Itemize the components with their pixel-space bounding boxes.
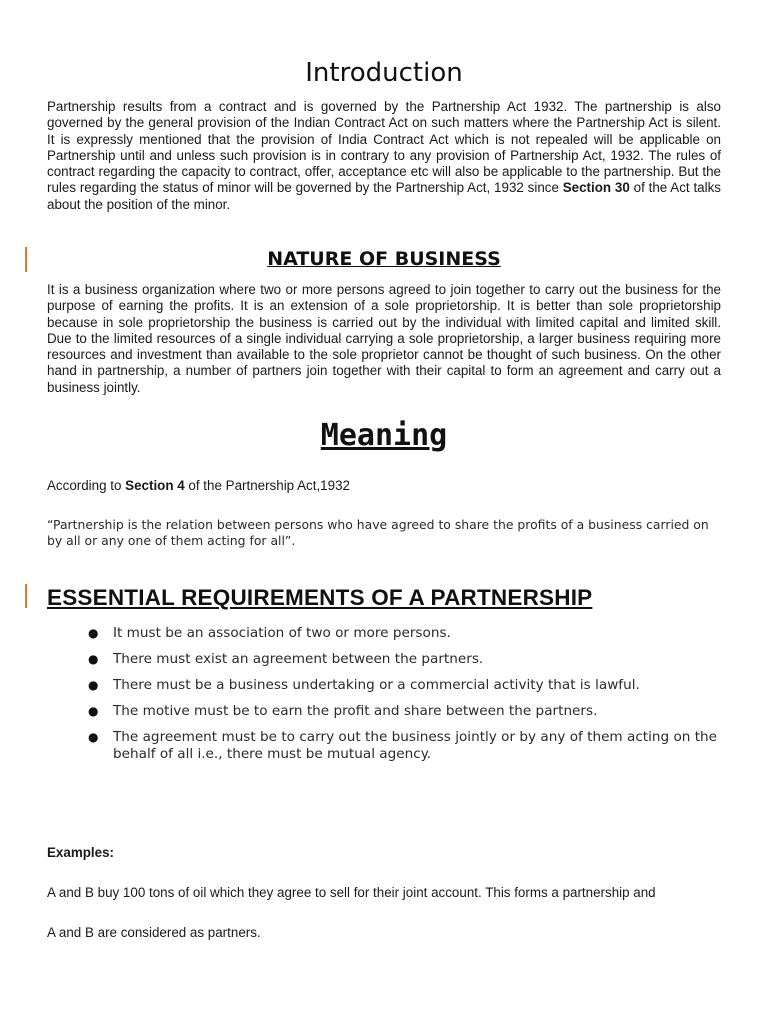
list-item-text: The agreement must be to carry out the business jointly or by any of them acting on the behalf of all i.e., there must be mutual agency. [113,729,718,762]
according-to-line [47,478,721,494]
list-item-text: It must be an association of two or more persons. [113,625,451,641]
list-item [88,625,728,642]
list-item-text: There must be a business undertaking or a commercial activity that is lawful. [113,677,640,693]
example-line-1: A and B buy 100 tons of oil which they agree to sell for their joint account. This forms a partnership and [47,885,656,900]
introduction-text-end: of the Act talks about the position of the minor. [47,180,721,212]
according-text-end: of the Partnership Act,1932 [184,478,350,493]
meaning-heading: Meaning [320,418,448,453]
list-item [88,677,728,694]
according-text: According to [47,478,126,493]
example-line-2: A and B are considered as partners. [47,925,261,940]
essential-requirements-heading: ESSENTIAL REQUIREMENTS OF A PARTNERSHIP [47,585,593,610]
section-marker-essentials [25,584,27,608]
section-30-bold: Section 30 [562,180,630,196]
list-item-text: There must exist an agreement between the partners. [113,651,484,667]
introduction-text: Partnership results from a contract and is governed by the Partnership Act 1932. The partnership is also governed by the general provision of the Indian Contract Act on such matters where the Partnership Act is silent. It is expressly mentioned that the provision of India Contract Act which is not repealed will be applicable on Partnership until and unless such provision is in contrary to any provision of Partnership Act, 1932. The rules of contract regarding the capacity to contract, offer, acceptance etc will also be applicable to the partnership. But the rules regarding the status of minor will be governed by the Partnership Act, 1932 since [47,99,721,196]
bullet-icon: ● [88,730,99,744]
bullet-icon: ● [88,626,99,640]
list-item-text: The motive must be to earn the profit and share between the partners. [113,703,598,719]
list-item [88,651,728,668]
partnership-definition-quote: “Partnership is the relation between persons who have agreed to share the profits of a business carried on by all or any one of them acting for all”. [47,517,709,549]
list-item [88,703,728,720]
section-4-bold: Section 4 [125,478,185,493]
requirements-list [88,625,728,772]
nature-of-business-heading: NATURE OF BUSINESS [267,248,501,270]
nature-of-business-paragraph: It is a business organization where two or more persons agreed to join together to carry out the business for the purpose of earning the profits. It is an extension of a sole proprietorship. It is better than sole proprietorship because in sole proprietorship the business is carried out by the individual with limited capital and limited skill. Due to the limited resources of a single individual carrying a sole proprietorship, a larger business requiring more resources and investment than available to the sole proprietor cannot be thought of such business. On the other hand in partnership, a number of partners join together with their capital to form an agreement and carry out a business jointly. [47,282,721,395]
introduction-heading: Introduction [305,58,463,88]
examples-label: Examples: [47,845,114,860]
list-item [88,729,728,763]
introduction-paragraph [47,99,721,213]
bullet-icon: ● [88,704,99,718]
bullet-icon: ● [88,678,99,692]
bullet-icon: ● [88,652,99,666]
